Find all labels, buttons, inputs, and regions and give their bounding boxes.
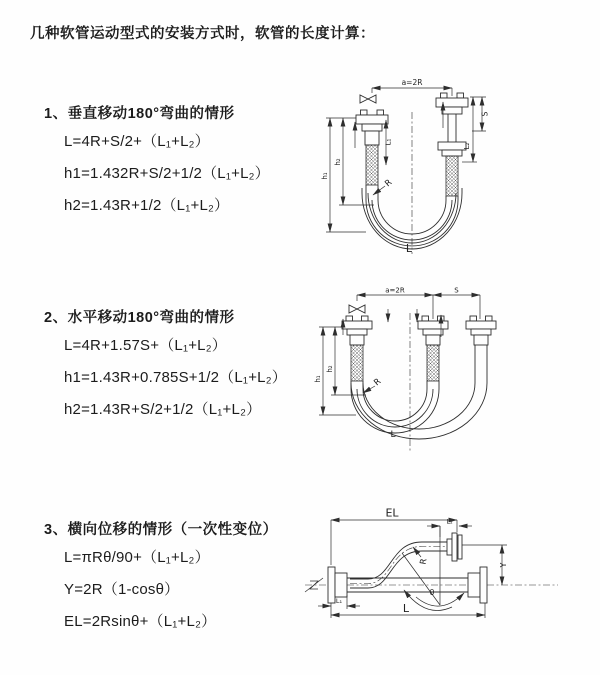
formula-line: Y=2R（1-cosθ） — [64, 580, 180, 598]
section-2-heading: 2、水平移动180°弯曲的情形 — [44, 310, 235, 326]
left-flange-fitting — [342, 316, 372, 381]
radius-label: R — [372, 376, 384, 389]
radius-callout — [363, 377, 383, 393]
length-label: L — [390, 430, 396, 440]
dim-a2r-label: a=2R — [385, 286, 405, 295]
dim-l1-label: L₁ — [335, 597, 343, 605]
dimension-l — [331, 602, 485, 618]
formula-line: h2=1.43R+1/2（L₁+L₂） — [64, 196, 230, 214]
length-label: L — [405, 242, 413, 255]
dim-l2-label: L₂ — [463, 142, 471, 150]
hose-displaced-position — [350, 542, 447, 588]
diagram-vertical-180-bend — [312, 72, 560, 258]
dim-l-label: L — [402, 602, 410, 615]
braided-section — [446, 156, 458, 196]
valve-icon — [349, 305, 365, 313]
dim-s-label: S — [480, 111, 490, 117]
formula-line: h1=1.43R+0.785S+1/2（L₁+L₂） — [64, 368, 287, 386]
dim-y-label: Y — [499, 562, 508, 568]
dimension-l1 — [318, 595, 360, 609]
section-3-heading: 3、横向位移的情形（一次性变位） — [44, 522, 278, 538]
section-3-formulas — [64, 540, 216, 636]
radius-label: R — [383, 177, 395, 190]
right-flange-fitting — [466, 316, 496, 345]
dimension-l1 — [385, 120, 393, 165]
dimension-a2r — [357, 286, 480, 319]
section-1-heading: 1、垂直移动180°弯曲的情形 — [44, 106, 235, 122]
dim-l2-label: L₂ — [446, 517, 453, 526]
valve-icon — [360, 95, 376, 103]
formula-line: L=4R+1.57S+（L₁+L₂） — [64, 336, 227, 354]
formula-line: L=πRθ/90+（L₁+L₂） — [64, 548, 210, 566]
section-2-formulas — [64, 328, 287, 424]
dim-h1-label: h₁ — [314, 375, 322, 383]
diagram-lateral-displacement — [300, 495, 600, 665]
radius-label: R — [418, 557, 430, 566]
dim-el-label: EL — [385, 506, 399, 520]
displaced-flange-fitting — [447, 533, 462, 561]
dim-h2-label: h₂ — [334, 158, 342, 166]
braided-section — [351, 345, 363, 381]
radius-callout — [413, 547, 429, 565]
angle-label: θ — [429, 588, 435, 597]
dim-l1-label: L₁ — [384, 138, 393, 146]
right-flange-fitting — [468, 567, 487, 603]
formula-line: h1=1.432R+S/2+1/2（L₁+L₂） — [64, 164, 270, 182]
hose-body — [351, 345, 487, 439]
section-1-formulas — [64, 124, 270, 220]
formula-line: h2=1.43R+S/2+1/2（L₁+L₂） — [64, 400, 262, 418]
braided-section — [366, 145, 378, 185]
dimension-a2r — [372, 78, 452, 96]
middle-flange-fitting — [418, 316, 448, 381]
dimension-el — [331, 507, 457, 566]
dim-h1-label: h₁ — [321, 172, 329, 180]
dim-a2r-label: a=2R — [401, 78, 423, 88]
formula-line: EL=2Rsinθ+（L₁+L₂） — [64, 612, 217, 630]
formula-line: L=4R+S/2+（L₁+L₂） — [64, 132, 210, 150]
diagram-horizontal-180-bend — [308, 283, 600, 455]
dimension-l2 — [427, 518, 472, 538]
dim-s-label: S — [454, 286, 459, 295]
left-flange-fitting — [356, 110, 388, 185]
page-title: 几种软管运动型式的安装方式时，软管的长度计算： — [30, 26, 375, 42]
dimension-h1 — [321, 118, 366, 232]
dim-h2-label: h₂ — [326, 365, 334, 373]
braided-section — [427, 345, 439, 381]
